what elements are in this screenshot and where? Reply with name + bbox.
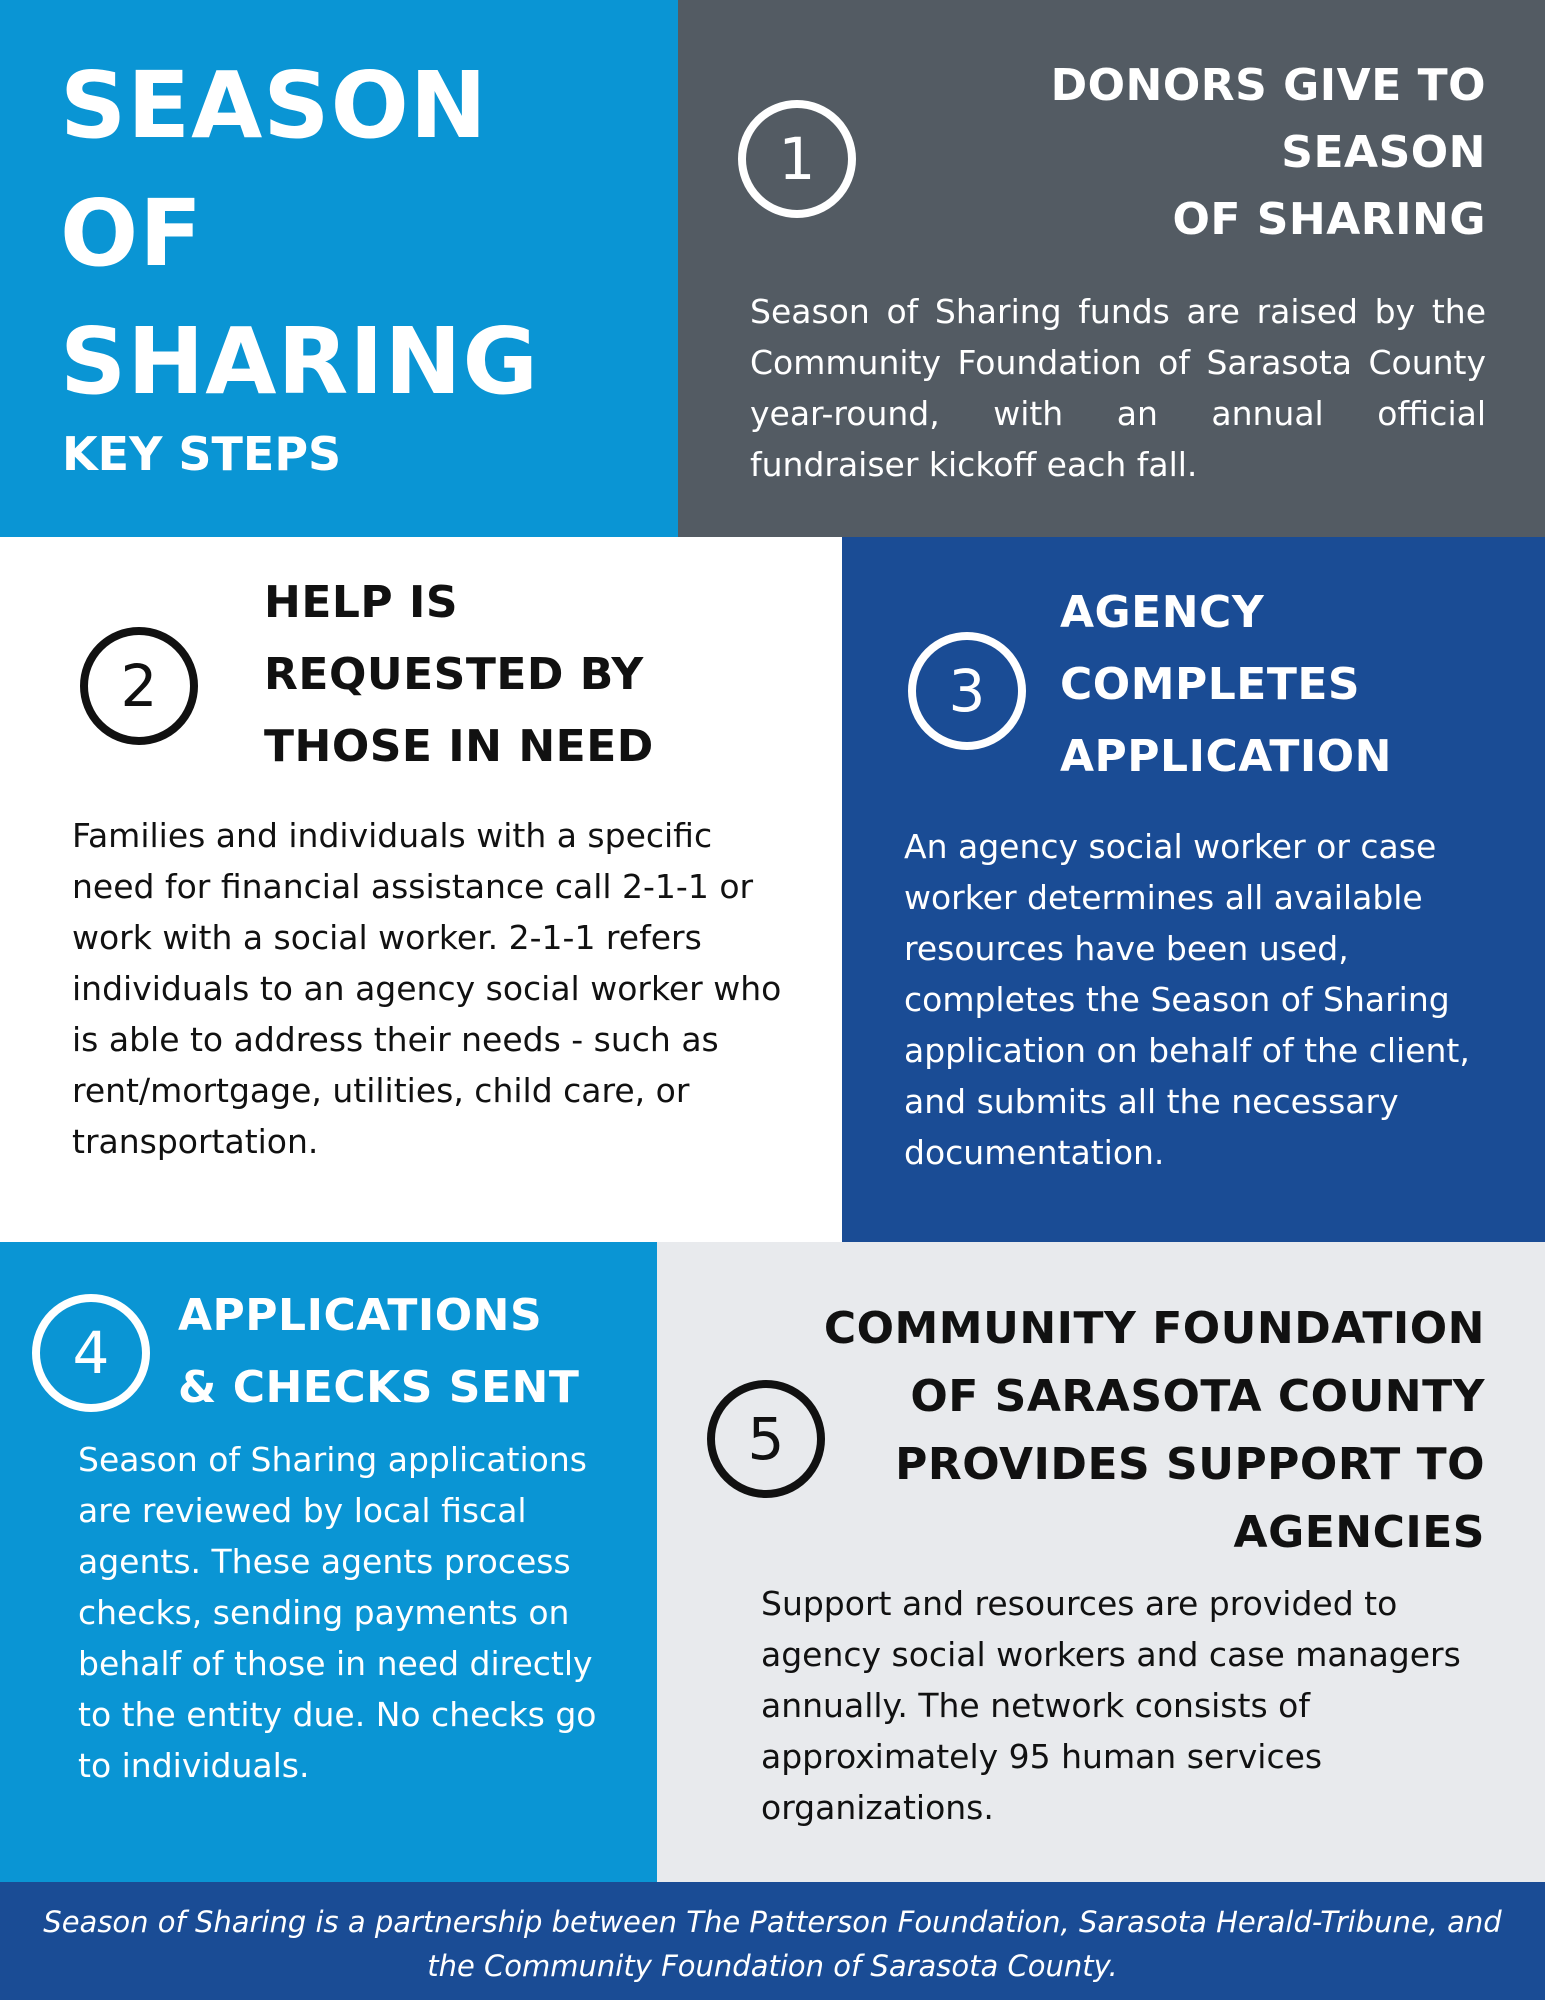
step-5-heading: COMMUNITY FOUNDATION OF SARASOTA COUNTY PROVIDES SUPPORT TO AGENCIES [823,1303,1485,1558]
step-5-description: Support and resources are provided to agency social workers and case managers annually. The network consists of approximately 95 human services organizations. [761,1584,1461,1827]
step-1-description: Season of Sharing funds are raised by the Community Foundation of Sarasota County year-round, with an annual official fundraiser kickoff each fall. [750,292,1486,484]
step-3-heading: AGENCY COMPLETES APPLICATION [1060,587,1392,782]
step-4-heading: APPLICATIONS & CHECKS SENT [178,1290,580,1413]
step-1-heading: DONORS GIVE TO SEASON OF SHARING [1050,60,1486,245]
step-2-heading: HELP IS REQUESTED BY THOSE IN NEED [264,577,654,772]
step-4-description: Season of Sharing applications are reviewed by local fiscal agents. These agents process checks, sending payments on behalf of those in need directly to the entity due. No checks go to individuals. [78,1440,597,1785]
step-3-panel [842,537,1545,1242]
step-2-panel [0,537,842,1242]
partnership-note: Season of Sharing is a partnership between The Patterson Foundation, Sarasota Herald-Tribune, and the Community Foundation of Sarasota County. [43,1905,1502,1983]
step-5-number-circle: 5 [707,1380,825,1498]
page-subtitle: KEY STEPS [62,427,342,481]
footer-banner [0,1882,1545,2000]
step-4-panel [0,1242,657,1882]
step-3-number-circle: 3 [908,632,1026,750]
page-title: SEASON OF SHARING [60,52,540,415]
step-2-description: Families and individuals with a specific need for financial assistance call 2-1-1 or work with a social worker. 2-1-1 refers individuals to an agency social worker who is able to address their needs - such as rent/mortgage, utilities, child care, or transportation. [72,816,782,1161]
step-1-number-circle: 1 [738,100,856,218]
step-3-description: An agency social worker or case worker determines all available resources have been used, completes the Season of Sharing application on behalf of the client, and submits all the necessary documentation. [904,827,1470,1172]
step-5-panel [657,1242,1545,1882]
step-1-panel [678,0,1545,537]
step-2-number-circle: 2 [80,627,198,745]
title-panel [0,0,678,537]
step-4-number-circle: 4 [32,1294,150,1412]
